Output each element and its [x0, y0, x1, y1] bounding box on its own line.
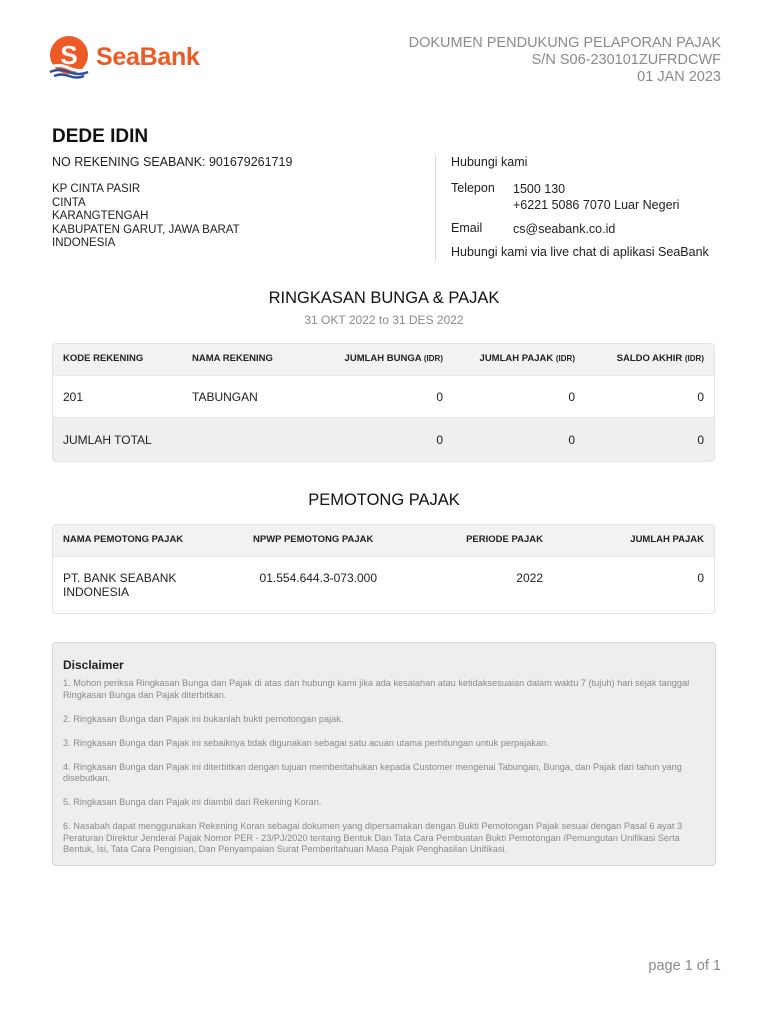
live-chat-note: Hubungi kami via live chat di aplikasi SeaBank [451, 245, 709, 259]
col-jumlah-bunga [345, 353, 443, 364]
total-pajak: 0 [568, 433, 575, 447]
page-number: page 1 of 1 [648, 958, 721, 974]
brand-name: SeaBank [96, 42, 200, 71]
address-line: KP CINTA PASIR [52, 183, 141, 195]
total-row [53, 417, 714, 461]
col-jumlah-bunga-label: JUMLAH BUNGA [344, 353, 422, 364]
unit-label: (IDR) [555, 354, 575, 363]
withholder-table [52, 524, 715, 614]
total-label: JUMLAH TOTAL [63, 433, 152, 447]
col-npwp: NPWP PEMOTONG PAJAK [253, 534, 374, 545]
address-line: CINTA [52, 196, 86, 209]
address-line: KARANGTENGAH [52, 210, 149, 222]
cell-periode: 2022 [516, 571, 543, 585]
seabank-logo [46, 34, 200, 80]
cell-npwp: 01.554.644.3-073.000 [259, 571, 377, 585]
col-jumlah-pajak [480, 353, 575, 364]
cell-kode: 201 [63, 390, 84, 404]
svg-text:S: S [60, 40, 78, 70]
seabank-logo-icon [46, 34, 92, 80]
disclaimer-list [63, 678, 703, 868]
unit-label: (IDR) [423, 354, 443, 363]
document-date: 01 JAN 2023 [637, 69, 721, 85]
cell-nama: TABUNGAN [192, 390, 258, 404]
disclaimer-item: 4. Ringkasan Bunga dan Pajak ini diterbitkan dengan tujuan memberitahukan kepada Customer mengenai Tabungan, Bunga, dan Pajak dari tahun yang disebutkan. [63, 761, 682, 783]
summary-table [52, 343, 715, 462]
table-row [53, 375, 714, 417]
disclaimer-item: 1. Mohon periksa Ringkasan Bunga dan Pajak di atas dan hubungi kami jika ada kesalahan atau ketidaksesuaian dalam waktu 7 (tujuh) hari sejak tanggal Ringkasan Bunga dan Pajak diterbitkan. [63, 678, 690, 700]
col-nama-rekening: NAMA REKENING [192, 353, 273, 364]
cell-pajak: 0 [568, 390, 575, 404]
col-kode-rekening: KODE REKENING [63, 353, 144, 364]
col-jumlah-pajak: JUMLAH PAJAK [630, 534, 704, 545]
withholder-table-header [53, 525, 714, 556]
address-line: INDONESIA [52, 237, 116, 249]
customer-name: DEDE IDIN [52, 126, 149, 147]
account-number: NO REKENING SEABANK: 901679261719 [52, 155, 293, 169]
customer-address [52, 183, 240, 251]
phone-label: Telepon [451, 181, 495, 195]
table-row [53, 556, 714, 613]
cell-nama-pemotong [63, 571, 176, 599]
cell-jumlah: 0 [697, 571, 704, 585]
contact-heading: Hubungi kami [451, 155, 528, 169]
disclaimer-box [52, 642, 716, 866]
col-nama-pemotong: NAMA PEMOTONG PAJAK [63, 534, 184, 545]
summary-table-header [53, 344, 714, 375]
total-bunga: 0 [436, 433, 443, 447]
vertical-divider [435, 155, 436, 261]
disclaimer-item: 6. Nasabah dapat menggunakan Rekening Koran sebagai dokumen yang dipersamakan dengan Bukti Pemotongan Pajak sesuai dengan Pasal 6 ayat 3 Peraturan Direktur Jenderal Pajak Nomor PER - 23/PJ/2020 tentang Bentuk Dan Tata Cara Pembuatan Bukti Pemotongan /Pemungutan Unifikasi Serta Bentuk, Isi, Tata Cara Pengisian, Dan Penyampaian Surat Pemberitahuan Masa Pajak Penghasilan Unifikasi. [63, 821, 683, 854]
summary-title: RINGKASAN BUNGA & PAJAK [268, 289, 500, 307]
phone-number[interactable]: 1500 130 [513, 182, 566, 196]
cell-bunga: 0 [436, 390, 443, 404]
email-label: Email [451, 221, 483, 235]
document-title: DOKUMEN PENDUKUNG PELAPORAN PAJAK [408, 35, 721, 51]
col-periode: PERIODE PAJAK [466, 534, 543, 545]
phone-values [513, 181, 679, 213]
cell-nama-line: INDONESIA [63, 585, 130, 599]
disclaimer-title: Disclaimer [63, 658, 124, 672]
disclaimer-item: 3. Ringkasan Bunga dan Pajak ini sebaiknya tidak digunakan sebagai satu acuan utama perhitungan untuk perpajakan. [63, 737, 549, 748]
withholder-title: PEMOTONG PAJAK [308, 491, 460, 509]
col-saldo-akhir-label: SALDO AKHIR [616, 353, 683, 364]
col-saldo-akhir [617, 353, 704, 364]
summary-period: 31 OKT 2022 to 31 DES 2022 [304, 313, 464, 327]
phone-number-intl[interactable]: +6221 5086 7070 Luar Negeri [513, 198, 680, 212]
disclaimer-item: 2. Ringkasan Bunga dan Pajak ini bukanlah bukti pemotongan pajak. [63, 713, 344, 724]
unit-label: (IDR) [684, 354, 704, 363]
address-line: KABUPATEN GARUT, JAWA BARAT [52, 223, 240, 236]
disclaimer-item: 5. Ringkasan Bunga dan Pajak ini diambil dari Rekening Koran. [63, 797, 322, 807]
cell-saldo: 0 [697, 390, 704, 404]
email-link[interactable]: cs@seabank.co.id [513, 222, 616, 236]
col-jumlah-pajak-label: JUMLAH PAJAK [479, 353, 554, 364]
cell-nama-line: PT. BANK SEABANK [63, 571, 177, 585]
document-info [409, 35, 721, 86]
serial-number: S/N S06-230101ZUFRDCWF [531, 52, 721, 68]
total-saldo: 0 [697, 433, 704, 447]
